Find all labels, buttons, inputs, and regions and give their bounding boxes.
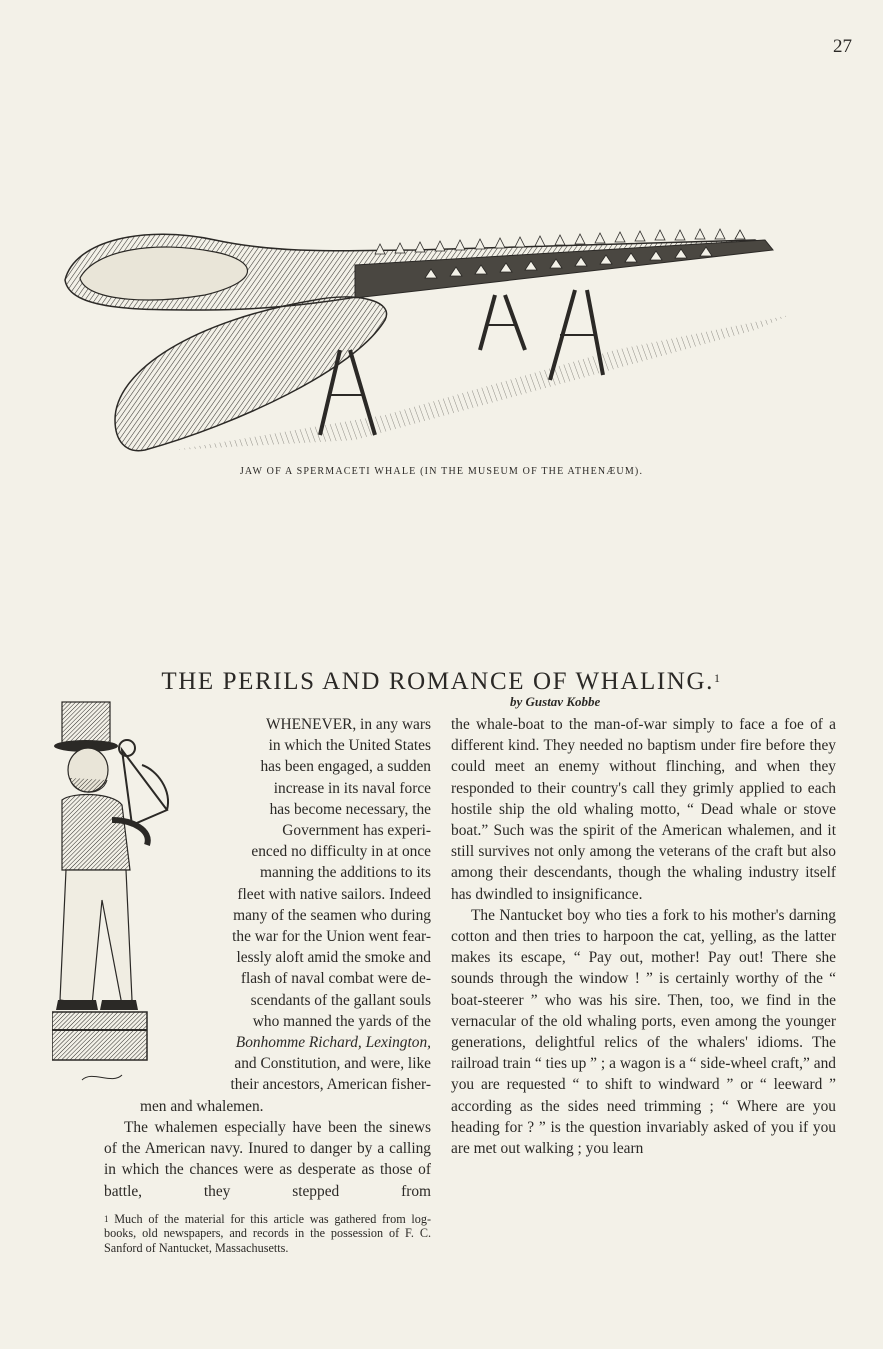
text-line: flash of naval combat were de- bbox=[240, 970, 431, 988]
text-line: men and whalemen. bbox=[140, 1097, 264, 1115]
text-line: the war for the Union went fear- bbox=[232, 928, 431, 946]
text-line: has become necessary, the bbox=[269, 800, 431, 818]
article-title bbox=[0, 668, 883, 696]
text-line: Government has experi- bbox=[282, 822, 431, 840]
text-line: scendants of the gallant souls bbox=[250, 991, 431, 1009]
page-number: 27 bbox=[833, 36, 852, 57]
text-line: fleet with native sailors. Indeed bbox=[237, 885, 431, 903]
illustration-caption: JAW OF A SPERMACETI WHALE (IN THE MUSEUM OF THE ATHENÆUM). bbox=[239, 466, 644, 477]
text-line: increase in its naval force bbox=[273, 779, 431, 797]
left-column-paragraph-1 bbox=[0, 714, 431, 1117]
text-line: has been engaged, a sudden bbox=[260, 758, 431, 776]
text-line: Bonhomme Richard, Lexington, bbox=[235, 1034, 431, 1052]
article-title-text: THE PERILS AND ROMANCE OF WHALING. bbox=[161, 668, 714, 695]
text-line: manning the additions to its bbox=[260, 864, 431, 882]
text-line: and Constitution, and were, like bbox=[234, 1055, 431, 1073]
text-line: WHENEVER, in any wars bbox=[266, 716, 431, 733]
text-line: enced no difficulty in at once bbox=[251, 843, 431, 861]
right-column-paragraph-1: the whale-boat to the man-of-war simply to face a foe of a different kind. They needed no baptism under fire before they could meet an enemy without flinching, and when they responded to their country's call they grimly applied to each hostile ship the old whaling motto, “ Dead whale or stove boat.” Such was the spirit of the American whalemen, and it still survives not only among the veterans of the craft but also among their descendants, though the whaling industry itself has dwindled to insignificance. bbox=[451, 716, 836, 903]
footnote-text: Much of the material for this article was gathered from log-books, old newspapers, and records in the possession of F. C. Sanford of Nantucket, Massachusetts. bbox=[104, 1212, 432, 1255]
text-line: many of the seamen who during bbox=[233, 906, 431, 924]
right-column-paragraph-2: The Nantucket boy who ties a fork to his mother's darning cotton and then tries to harpoon the cat, yelling, as the latter makes its escape, “ Pay out, mother! Pay out! There she sounds through the window ! ” is certainly worthy of the “ boat-steerer ” who was his sire. Then, too, we find in the vernacular of the old whaling ports, even among the younger generations, delightful relics of the whalers' idioms. The railroad train “ ties up ” ; a wagon is a “ side-wheel craft,” and you are requested “ to shift to windward ” or “ leeward ” according as the sides need trimming ; “ Where are you heading for ? ” is the question invariably asked of you if you are met out walking ; you learn bbox=[451, 906, 836, 1158]
text-line: who manned the yards of the bbox=[252, 1012, 431, 1030]
byline: by Gustav Kobbe bbox=[510, 694, 601, 709]
whale-jaw-illustration bbox=[55, 210, 800, 460]
text-line: in which the United States bbox=[268, 737, 431, 755]
right-column bbox=[451, 714, 836, 1159]
text-line: their ancestors, American fisher- bbox=[230, 1076, 431, 1094]
footnote bbox=[104, 1212, 431, 1255]
text-line: lessly aloft amid the smoke and bbox=[236, 949, 431, 967]
title-footnote-marker: 1 bbox=[713, 671, 722, 685]
footnote-number: 1 bbox=[104, 1214, 109, 1224]
left-column-paragraph-2: The whalemen especially have been the sinews of the American navy. Inured to danger by a calling in which the chances were as desperate as those of battle, they stepped from bbox=[104, 1119, 431, 1200]
